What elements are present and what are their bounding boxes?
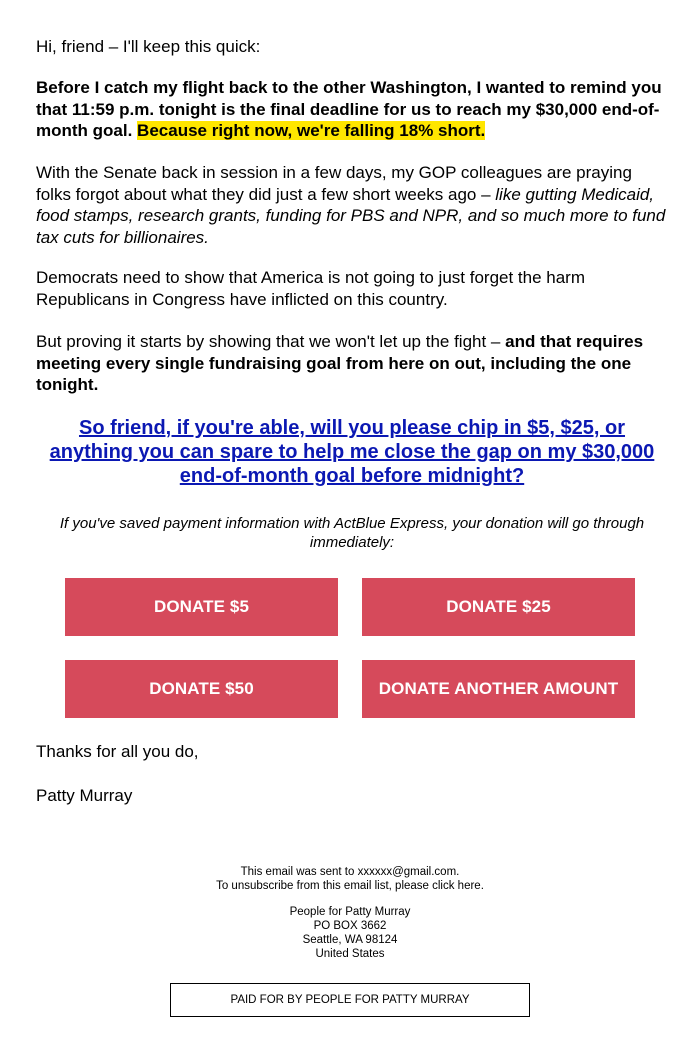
footer-recipient [0,865,700,893]
cta-container [36,416,668,488]
fight-bold: and that requires meeting every single fundraising goal from here on out, including the one tonight. [36,332,644,394]
shortfall-highlight: Because right now, we're falling 18% short. [137,121,486,140]
address-country: United States [315,948,385,960]
fight-text: But proving it starts by showing that we won't let up the fight – [36,332,506,351]
address-line-1: PO BOX 3662 [313,920,387,932]
senate-italic: like gutting Medicaid, food stamps, research grants, funding for PBS and NPR, and so much more to fund tax cuts for billionaires. [36,184,666,247]
org-name: People for Patty Murray [289,906,411,918]
sent-to-text: This email was sent to xxxxxx@gmail.com. [240,866,460,878]
paragraph-democrats: Democrats need to show that America is not going to just forget the harm Republicans in Congress have inflicted on this country. [36,268,586,309]
donate-25-button[interactable]: DONATE $25 [362,578,635,636]
donate-50-button[interactable]: DONATE $50 [65,660,338,718]
greeting: Hi, friend – I'll keep this quick: [36,37,261,56]
footer-address [0,905,700,961]
paragraph-deadline [36,77,668,142]
closing: Thanks for all you do, [36,742,199,761]
donate-cta-link[interactable]: So friend, if you're able, will you please chip in $5, $25, or anything you can spare to help me close the gap on my $30,000 end-of-month goal before midnight? [49,417,655,487]
address-line-2: Seattle, WA 98124 [302,934,398,946]
actblue-express-note: If you've saved payment information with ActBlue Express, your donation will go through immediately: [59,515,645,551]
senate-text: With the Senate back in session in a few days, my GOP colleagues are praying folks forgot about what they did just a few short weeks ago – [36,163,632,204]
paragraph-fight [36,331,668,396]
paid-for-disclaimer: PAID FOR BY PEOPLE FOR PATTY MURRAY [170,983,530,1017]
paragraph-senate [36,162,668,248]
donate-5-button[interactable]: DONATE $5 [65,578,338,636]
signature: Patty Murray [36,786,133,805]
deadline-text: Before I catch my flight back to the other Washington, I wanted to remind you that 11:59 p.m. tonight is the final deadline for us to reach my $30,000 end-of-month goal. [36,78,662,140]
donate-other-amount-button[interactable]: DONATE ANOTHER AMOUNT [362,660,635,718]
unsubscribe-link[interactable]: To unsubscribe from this email list, please click here. [216,880,484,892]
